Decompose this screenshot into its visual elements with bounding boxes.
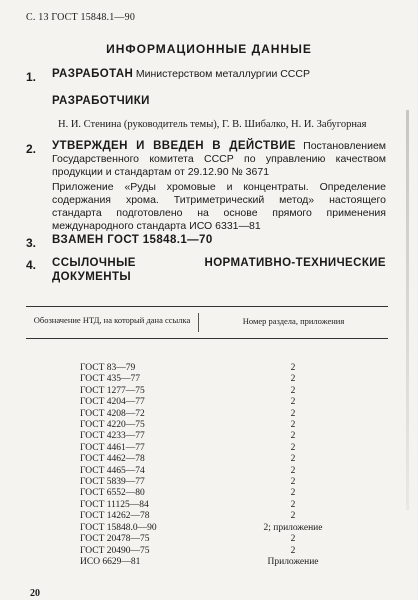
table-cell-doc: ГОСТ 435—77	[80, 374, 140, 385]
section-4-lead: ССЫЛОЧНЫЕ НОРМАТИВНО-ТЕХНИЧЕСКИЕ ДОКУМЕНТЫ	[52, 257, 386, 283]
table-row	[26, 488, 388, 499]
section-3-number: 3.	[26, 236, 37, 250]
section-2-note: Приложение «Руды хромовые и концентраты. Определение содержания хрома. Титриметрический метод» настоящего стандарта подготовлено на основе прямого применения международного стандарта ИСО 6331—81	[52, 181, 386, 232]
table-cell-doc: ГОСТ 20478—75	[80, 534, 150, 545]
section-2	[52, 140, 386, 233]
table-cell-doc: ГОСТ 4233—77	[80, 431, 145, 442]
section-4	[52, 256, 386, 284]
section-1-subhead: РАЗРАБОТЧИКИ	[52, 95, 150, 107]
table-cell-doc: ГОСТ 4462—78	[80, 454, 145, 465]
table-cell-ref: Приложение	[267, 556, 319, 567]
table-row	[26, 511, 388, 522]
page-title: ИНФОРМАЦИОННЫЕ ДАННЫЕ	[106, 42, 312, 56]
table-cell-ref: 2	[290, 477, 296, 488]
table-cell-ref: 2	[290, 488, 296, 499]
table-row	[26, 454, 388, 465]
table-cell-ref: 2	[290, 374, 296, 385]
table-cell-ref: 2	[290, 511, 296, 522]
table-cell-doc: ИСО 6629—81	[80, 556, 141, 567]
table-cell-ref: 2	[290, 431, 296, 442]
table-row	[26, 397, 388, 408]
table-cell-doc: ГОСТ 4220—75	[80, 420, 145, 431]
reference-table	[26, 306, 388, 568]
scan-edge-shadow	[406, 110, 409, 510]
table-cell-ref: 2; приложение	[263, 522, 323, 533]
section-2-lead: УТВЕРЖДЕН И ВВЕДЕН В ДЕЙСТВИЕ	[52, 140, 296, 152]
table-cell-doc: ГОСТ 4465—74	[80, 465, 145, 476]
section-4-number: 4.	[26, 258, 37, 272]
table-header-doc: Обозначение НТД, на который дана ссылка	[33, 315, 191, 325]
section-1-authors: Н. И. Стенина (руководитель темы), Г. В. Шибалко, Н. И. Забугорная	[58, 119, 367, 130]
table-cell-doc: ГОСТ 6552—80	[80, 488, 145, 499]
table-cell-ref: 2	[290, 454, 296, 465]
table-row	[26, 557, 388, 568]
page-number: 20	[30, 588, 40, 599]
table-row	[26, 546, 388, 557]
table-cell-doc: ГОСТ 4461—77	[80, 442, 145, 453]
section-3-lead: ВЗАМЕН ГОСТ 15848.1—70	[52, 234, 213, 246]
table-cell-ref: 2	[290, 408, 296, 419]
table-row	[26, 534, 388, 545]
table-cell-doc: ГОСТ 11125—84	[80, 499, 149, 510]
table-cell-doc: ГОСТ 4208—72	[80, 408, 145, 419]
table-header	[26, 307, 388, 338]
table-cell-doc: ГОСТ 5839—77	[80, 477, 145, 488]
table-cell-doc: ГОСТ 15848.0—90	[80, 522, 157, 533]
section-2-number: 2.	[26, 142, 37, 156]
page-header: С. 13 ГОСТ 15848.1—90	[26, 12, 136, 23]
table-cell-ref: 2	[290, 442, 296, 453]
section-3	[52, 234, 386, 247]
table-cell-doc: ГОСТ 14262—78	[80, 511, 150, 522]
table-cell-ref: 2	[290, 499, 296, 510]
table-header-ref: Номер раздела, приложения	[198, 313, 388, 332]
table-row	[26, 386, 388, 397]
table-cell-ref: 2	[290, 397, 296, 408]
table-cell-ref: 2	[290, 534, 296, 545]
table-row	[26, 523, 388, 534]
table-row	[26, 431, 388, 442]
table-row	[26, 500, 388, 511]
table-cell-ref: 2	[290, 545, 296, 556]
section-2-text: Постановлением Государственного комитета СССР по управлению качеством продукции и стандартам от 29.12.90 № 3671	[52, 140, 387, 178]
table-row	[26, 363, 388, 374]
table-cell-doc: ГОСТ 20490—75	[80, 545, 150, 556]
table-row	[26, 443, 388, 454]
table-row	[26, 466, 388, 477]
table-row	[26, 420, 388, 431]
table-body	[26, 339, 388, 568]
table-row	[26, 374, 388, 385]
section-1-number: 1.	[26, 70, 37, 84]
table-cell-ref: 2	[290, 420, 296, 431]
table-cell-ref: 2	[290, 465, 296, 476]
table-cell-doc: ГОСТ 1277—75	[80, 385, 145, 396]
section-1-text: Министерством металлургии СССР	[135, 68, 310, 80]
table-row	[26, 477, 388, 488]
table-cell-ref: 2	[290, 363, 296, 373]
table-cell-doc: ГОСТ 4204—77	[80, 397, 145, 408]
table-row	[26, 409, 388, 420]
section-1-lead: РАЗРАБОТАН	[52, 68, 134, 80]
table-cell-doc: ГОСТ 83—79	[80, 363, 136, 373]
table-cell-ref: 2	[290, 385, 296, 396]
section-1	[52, 68, 386, 131]
